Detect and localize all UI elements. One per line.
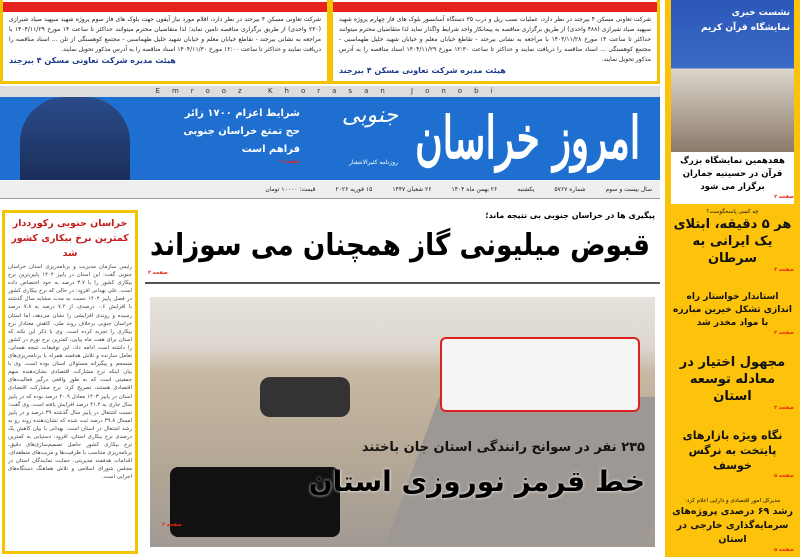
story-title: مجهول اختیار در معادله توسعه استان: [679, 354, 786, 404]
teaser-line: فراهم است: [241, 144, 300, 155]
story-title: نگاه ویژه بازارهای پایتخت به نرگس خوسف: [682, 429, 783, 473]
ad-signature: هیئت مدیره شرکت تعاونی مسکن ۴ بیرجند: [339, 66, 506, 75]
story-governor[interactable]: [671, 291, 794, 337]
story-title: رشد ۶۹ درصدی پروژه‌های سرمایه‌گذاری خارجی در استان: [672, 506, 793, 545]
wrecked-car: [260, 377, 350, 417]
issue-number: شماره ۵۷۶۷: [554, 186, 586, 193]
teaser-line: شرایط اعزام ۱۷۰۰ زائر: [184, 108, 300, 119]
ad-text: شرکت تعاونی مسکن ۴ بیرجند در نظر دارد، اقلام مورد نیاز آیفون جهت بلوک های فاز سوم پروژه شهید سپهبد صیاد شیرازی (۲۳۰ واحدی) از طریق برگزاری مناقصه تامین نماید؛ لذا متقاضیان محترم میتوانند حداکثر تا ساعت ۱۴ مورخ ۱۴۰۴/۱۱/۲۹ با مراجعه به نشانی بیرجند - تقاطع خیابان معلم و خیابان شهید خلیل طهماسبی - مجتمع کوهسنگی از تلن ... اسناد مناقصه را دریافت نمایند و حداکثر تا ساعت ۱۲:۰۰ مورخ ۱۴۰۴/۱۱/۳۰ اسناد مناقصه را به آدرس مذکور تحویل نمایند.: [9, 16, 322, 53]
divider: [145, 282, 660, 284]
issue-year: سال بیست و سوم: [605, 186, 652, 193]
accident-photo[interactable]: [150, 297, 655, 547]
caption-text: هفدهمین نمایشگاه بزرگ قرآن در حسینیه جماران برگزار می شود: [680, 156, 785, 192]
right-column: [665, 0, 800, 557]
story-investment[interactable]: [671, 497, 794, 554]
tender-ad-2: [330, 0, 660, 84]
article-body: رئیس سازمان مدیریت و برنامه‌ریزی استان خراسان جنوبی گفت: این استان در پاییز ۱۴۰۴ پایین‌ترین نرخ بیکاری کشور را با ۳.۷ درصد به خود اختصاص داده است. علی بهدانی افزود: در حالی که نرخ بیکاری کشور در فصل پاییز ۱۴۰۴ نسبت به مدت مشابه سال گذشته با افزایش ۰.۶ درصدی، از ۷.۲ درصد به ۷.۸ درصد رسیده و روندی افزایشی را نشان می‌دهد، اما استان خراسان جنوبی برخلاف روند ملی، کاهش معنادار نرخ بیکاری را تجربه کرده است. وی با ذکر این نکته که استان برای هفت ماه پیاپی، کمترین نرخ تورم در کشور را داشته است ادامه داد: این توفیقات نتیجه همدلی، تعامل سازنده و تلاش هدفمند همراه با برنامه‌ریزی‌های منسجم و پیگیرانه مسئولان استان بوده است. وی با بیان اینکه نرخ مشارکت اقتصادی نشان‌دهنده سهم جمعیتی است که به طور واقعی درگیر فعالیت‌های اقتصادی هستند، تصریح کرد: نرخ مشارکت اقتصادی استان در پاییز ۱۴۰۳ معادل ۴۰.۹ درصد بوده که در پاییز سال جاری به ۴۱.۴ درصد افزایش یافته است. وی گفت: نسبت اشتغال در پاییز سال گذشته ۳۹ درصد و در پاییز امسال ۳۹.۸ درصد ثبت شده که نشان‌دهنده روند رو به رشد اشتغال در استان است. بهدانی با بیان کاهش یک درصدی نرخ بیکاری استان، افزود: دستیابی به کمترین نرخ بیکاری کشور حاصل تصمیم‌سازی‌های دقیق، برنامه‌ریزی متناسب با ظرفیت‌ها و مزیت‌های منطقه‌ای، اقدامات هدفمند مدیریتی، حمایت نمایندگان استان در مجلس شورای اسلامی و تلاش هماهنگ دستگاه‌های اجرایی است.: [8, 264, 133, 481]
lead-kicker: پیگیری ها در خراسان جنوبی بی نتیجه ماند؛: [485, 211, 655, 220]
photo-caption[interactable]: [671, 152, 794, 204]
story-cancer[interactable]: [671, 208, 794, 274]
page-ref: صفحه ۲: [280, 159, 300, 165]
lead-headline[interactable]: قبوض میلیونی گاز همچنان می سوزاند: [149, 228, 650, 263]
newspaper-logo-sub: جنوبی: [341, 103, 398, 128]
tagline: روزنامه کثیرالانتشار: [349, 159, 398, 166]
issue-date-lunar: ۲۶ شعبان ۱۴۴۷: [392, 186, 432, 193]
page-ref: صفحه ۲: [148, 270, 168, 276]
page-ref: صفحه ۲: [774, 329, 794, 336]
story-kicker: مدیرکل امور اقتصادی و دارایی اعلام کرد:: [684, 498, 781, 504]
issue-date-solar: ۲۶ بهمن ماه ۱۴۰۴: [451, 186, 498, 193]
issue-info-bar: [0, 181, 660, 199]
tender-ad-1: [0, 0, 330, 84]
article-title: خراسان جنوبی رکورددار کمترین نرخ بیکاری کشور شد: [11, 218, 129, 259]
page-ref: صفحه ۵: [774, 473, 794, 480]
masthead: [0, 97, 660, 180]
official-photo: [20, 97, 130, 180]
story-title: استاندار خواستار راه اندازی تشکل خیرین مبارزه با مواد مخدر شد: [673, 291, 792, 328]
ad-banner: [333, 2, 657, 12]
issue-price: قیمت: ۱۰۰۰۰ تومان: [265, 186, 316, 193]
hajj-teaser[interactable]: [150, 105, 300, 166]
ad-signature: هیئت مدیره شرکت تعاونی مسکن ۴ بیرجند: [9, 56, 176, 65]
page-ref: صفحه ۳: [774, 404, 794, 411]
teaser-line: حج تمتع خراسان جنوبی: [183, 126, 300, 137]
story-list: [671, 208, 794, 554]
photo-subtitle: ۲۳۵ نفر در سوانح رانندگی استان جان باختند: [361, 440, 645, 455]
ad-banner: [3, 2, 327, 12]
screen-line: نمایشگاه قرآن کریم: [700, 23, 790, 33]
page-ref: صفحه ۵: [774, 547, 794, 553]
screen-line: نشست خبری: [731, 8, 790, 18]
screen-text: [701, 6, 790, 36]
page-ref: صفحه ۲: [162, 522, 182, 528]
quran-exhibition-photo: [671, 0, 794, 152]
newspaper-logo: امروز خراسان: [414, 104, 640, 172]
story-narcissus[interactable]: [671, 428, 794, 480]
issue-date-gregorian: ۱۵ فوریه ۲۰۲۶: [335, 186, 373, 193]
story-title: هر ۵ دقیقه، ابتلای یک ایرانی به سرطان: [673, 217, 792, 266]
page-ref: صفحه ۲: [774, 194, 794, 200]
unemployment-article[interactable]: [2, 210, 138, 554]
photo-headline: خط قرمز نوروزی استان: [308, 465, 645, 498]
page-ref: صفحه ۴: [774, 267, 794, 273]
ad-text: شرکت تعاونی مسکن ۴ بیرجند در نظر دارد، عملیات نصب ریل و درب ۳۵ دستگاه آسانسور بلوک های فاز چهارم پروژه شهید سپهبد صیاد شیرازی (۴۸۸ واحدی) از طریق برگزاری مناقصه به پیمانکار واجد شرایط واگذار نماید لذا متقاضیان محترم میتوانند حداکثر تا ساعت ۱۴ مورخ ۱۴۰۴/۱۱/۲۸ با مراجعه به نشانی بیرجند - تقاطع خیابان معلم و خیابان شهید خلیل طهماسبی - مجتمع کوهسنگی ... اسناد مناقصه را دریافت نمایند و حداکثر تا ساعت ۱۲:۳۰ مورخ ۱۴۰۴/۱۱/۲۹ اسناد مناقصه را به آدرس مذکور تحویل نمایند.: [339, 16, 652, 63]
issue-weekday: یکشنبه: [517, 186, 535, 193]
ambulance: [440, 337, 640, 412]
story-authority[interactable]: [671, 354, 794, 412]
story-kicker: چه کسی پاسخگوست؟: [706, 209, 759, 215]
masthead-latin: Emrooz Khorasan Jonobi: [0, 86, 660, 97]
